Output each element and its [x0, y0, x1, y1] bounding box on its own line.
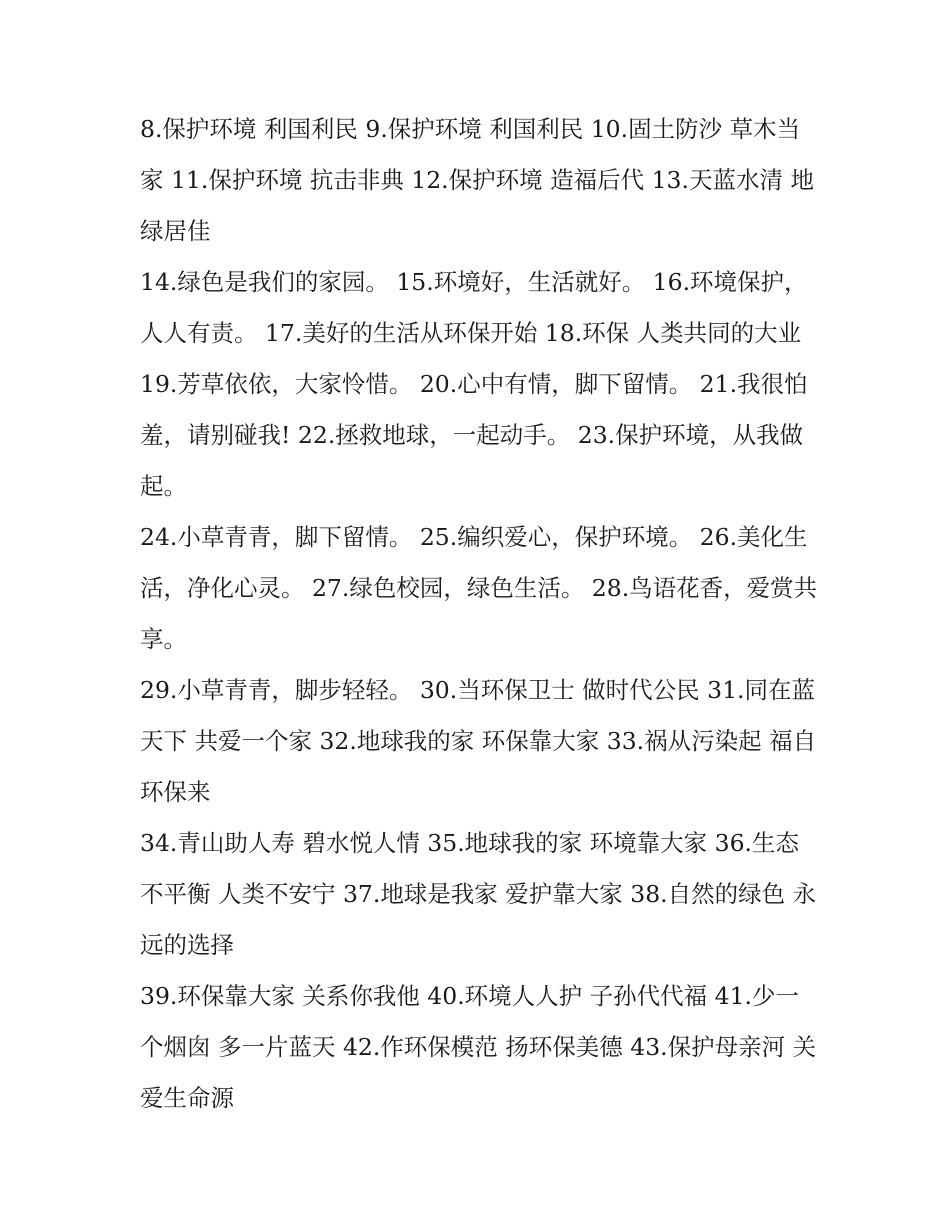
paragraph-slogans-29-33: 29.小草青青，脚步轻轻。 30.当环保卫士 做时代公民 31.同在蓝天下 共爱一个家 32.地球我的家 环保靠大家 33.祸从污染起 福自环保来: [140, 676, 817, 806]
paragraph-slogans-24-28: 24.小草青青，脚下留情。 25.编织爱心，保护环境。 26.美化生活，净化心灵。 27.绿色校园，绿色生活。 28.鸟语花香，爱赏共享。: [140, 523, 818, 653]
paragraph-slogans-34-38: 34.青山助人寿 碧水悦人情 35.地球我的家 环境靠大家 36.生态不平衡 人类不安宁 37.地球是我家 爱护靠大家 38.自然的绿色 永远的选择: [140, 829, 817, 959]
paragraph-slogans-39-43: 39.环保靠大家 关系你我他 40.环境人人护 子孙代代福 41.少一个烟囱 多一片蓝天 42.作环保模范 扬环保美德 43.保护母亲河 关爱生命源: [140, 982, 817, 1112]
paragraph-slogans-14-18: 14.绿色是我们的家园。 15.环境好，生活就好。 16.环境保护，人人有责。 17.美好的生活从环保开始 18.环保 人类共同的大业: [140, 268, 808, 347]
document-body: [140, 104, 820, 1124]
paragraph-slogans-8-13: 8.保护环境 利国利民 9.保护环境 利国利民 10.固土防沙 草木当家 11.保护环境 抗击非典 12.保护环境 造福后代 13.天蓝水清 地绿居佳: [140, 115, 814, 245]
paragraph-slogans-19-23: 19.芳草依依，大家怜惜。 20.心中有情，脚下留情。 21.我很怕羞，请别碰我! 22.拯救地球，一起动手。 23.保护环境，从我做起。: [140, 370, 808, 500]
